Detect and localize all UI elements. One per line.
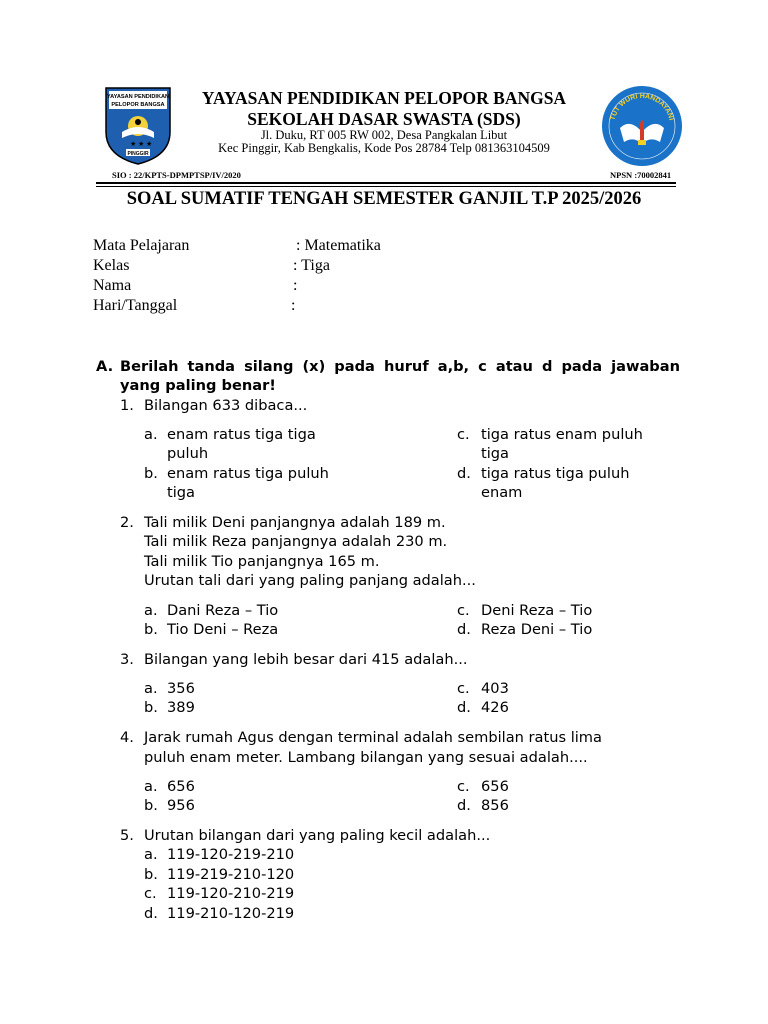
option-text-b: 956 (167, 797, 195, 814)
question-text: Urutan tali dari yang paling panjang adalah... (144, 572, 476, 589)
option-text-d: 119-210-120-219 (167, 905, 295, 922)
identity-label-subject: Mata Pelajaran (93, 237, 190, 254)
question-number: 2. (120, 514, 134, 531)
identity-value-name: : (293, 277, 298, 294)
option-label-c: c. (144, 885, 157, 902)
option-text-d: 856 (481, 797, 509, 814)
identity-label-class: Kelas (93, 257, 130, 274)
header-divider-thin (96, 186, 676, 187)
option-text-a-cont: puluh (167, 445, 209, 462)
option-text-c: 119-120-210-219 (167, 885, 295, 902)
option-label-a: a. (144, 680, 158, 697)
option-text-a: 656 (167, 778, 195, 795)
question-text: Jarak rumah Agus dengan terminal adalah sembilan ratus lima (144, 729, 602, 746)
option-label-b: b. (144, 699, 158, 716)
option-label-c: c. (457, 680, 470, 697)
option-label-b: b. (144, 621, 158, 638)
option-text-a: 119-120-219-210 (167, 846, 295, 863)
question-text: Tali milik Deni panjangnya adalah 189 m. (144, 514, 446, 531)
option-label-c: c. (457, 602, 470, 619)
svg-text:★: ★ (138, 140, 145, 148)
question-number: 4. (120, 729, 134, 746)
question-number: 5. (120, 827, 134, 844)
option-label-a: a. (144, 778, 158, 795)
option-text-c: Deni Reza – Tio (481, 602, 593, 619)
option-text-c: tiga ratus enam puluh (481, 426, 643, 443)
svg-text:TUT WURI HANDAYANI: TUT WURI HANDAYANI (609, 92, 675, 122)
svg-text:★: ★ (130, 140, 137, 148)
header-divider-thick (96, 182, 676, 184)
option-label-d: d. (457, 621, 471, 638)
question-text: Bilangan yang lebih besar dari 415 adalah... (144, 651, 468, 668)
school-address-line2: Kec Pinggir, Kab Bengkalis, Kode Pos 28784 Telp 081363104509 (218, 141, 550, 155)
option-label-d: d. (457, 465, 471, 482)
question-text: Bilangan 633 dibaca... (144, 397, 308, 414)
option-label-a: a. (144, 426, 158, 443)
identity-label-date: Hari/Tanggal (93, 297, 178, 314)
option-label-d: d. (457, 699, 471, 716)
option-text-a: Dani Reza – Tio (167, 602, 279, 619)
option-text-c: 656 (481, 778, 509, 795)
school-name: SEKOLAH DASAR SWASTA (SDS) (247, 109, 521, 129)
identity-label-name: Nama (93, 277, 132, 294)
school-address-line1: Jl. Duku, RT 005 RW 002, Desa Pangkalan Libut (260, 128, 508, 142)
question-text: Tali milik Reza panjangnya adalah 230 m. (144, 533, 448, 550)
question-text: Urutan bilangan dari yang paling kecil adalah... (144, 827, 491, 844)
option-label-b: b. (144, 465, 158, 482)
svg-text:★: ★ (146, 140, 153, 148)
option-text-d: 426 (481, 699, 509, 716)
identity-value-class: : Tiga (293, 257, 330, 274)
section-letter: A. (96, 358, 114, 375)
option-text-b: 389 (167, 699, 195, 716)
sio-number: SIO : 22/KPTS-DPMPTSP/IV/2020 (112, 170, 241, 180)
identity-value-subject: : Matematika (296, 237, 381, 254)
npsn-number: NPSN :70002841 (610, 170, 672, 180)
svg-text:YAYASAN PENDIDIKAN: YAYASAN PENDIDIKAN (106, 94, 170, 100)
option-text-c: 403 (481, 680, 509, 697)
option-text-c-cont: tiga (481, 445, 509, 462)
question-text: Tali milik Tio panjangnya 165 m. (144, 553, 380, 570)
option-label-d: d. (144, 905, 158, 922)
section-instruction-line1: Berilah tanda silang (x) pada huruf a,b, c atau d pada jawaban (120, 358, 680, 375)
option-label-b: b. (144, 797, 158, 814)
foundation-name: YAYASAN PENDIDIKAN PELOPOR BANGSA (201, 88, 567, 108)
option-label-d: d. (457, 797, 471, 814)
option-label-c: c. (457, 426, 470, 443)
option-text-d-cont: enam (481, 484, 523, 501)
option-label-a: a. (144, 602, 158, 619)
option-text-a: 356 (167, 680, 195, 697)
option-text-d: tiga ratus tiga puluh (481, 465, 630, 482)
svg-text:PINGGIR: PINGGIR (127, 151, 149, 157)
option-text-b-cont: tiga (167, 484, 195, 501)
option-text-d: Reza Deni – Tio (481, 621, 593, 638)
option-label-c: c. (457, 778, 470, 795)
option-text-b: 119-219-210-120 (167, 866, 295, 883)
option-text-b: Tio Deni – Reza (167, 621, 279, 638)
option-label-a: a. (144, 846, 158, 863)
option-label-b: b. (144, 866, 158, 883)
svg-text:PELOPOR BANGSA: PELOPOR BANGSA (111, 102, 165, 108)
option-text-a: enam ratus tiga tiga (167, 426, 316, 443)
section-instruction-line2: yang paling benar! (120, 377, 276, 394)
option-text-b: enam ratus tiga puluh (167, 465, 329, 482)
question-text: puluh enam meter. Lambang bilangan yang sesuai adalah.... (144, 749, 588, 766)
question-number: 3. (120, 651, 134, 668)
exam-title: SOAL SUMATIF TENGAH SEMESTER GANJIL T.P 2025/2026 (126, 189, 642, 209)
question-number: 1. (120, 397, 134, 414)
identity-value-date: : (291, 297, 296, 314)
